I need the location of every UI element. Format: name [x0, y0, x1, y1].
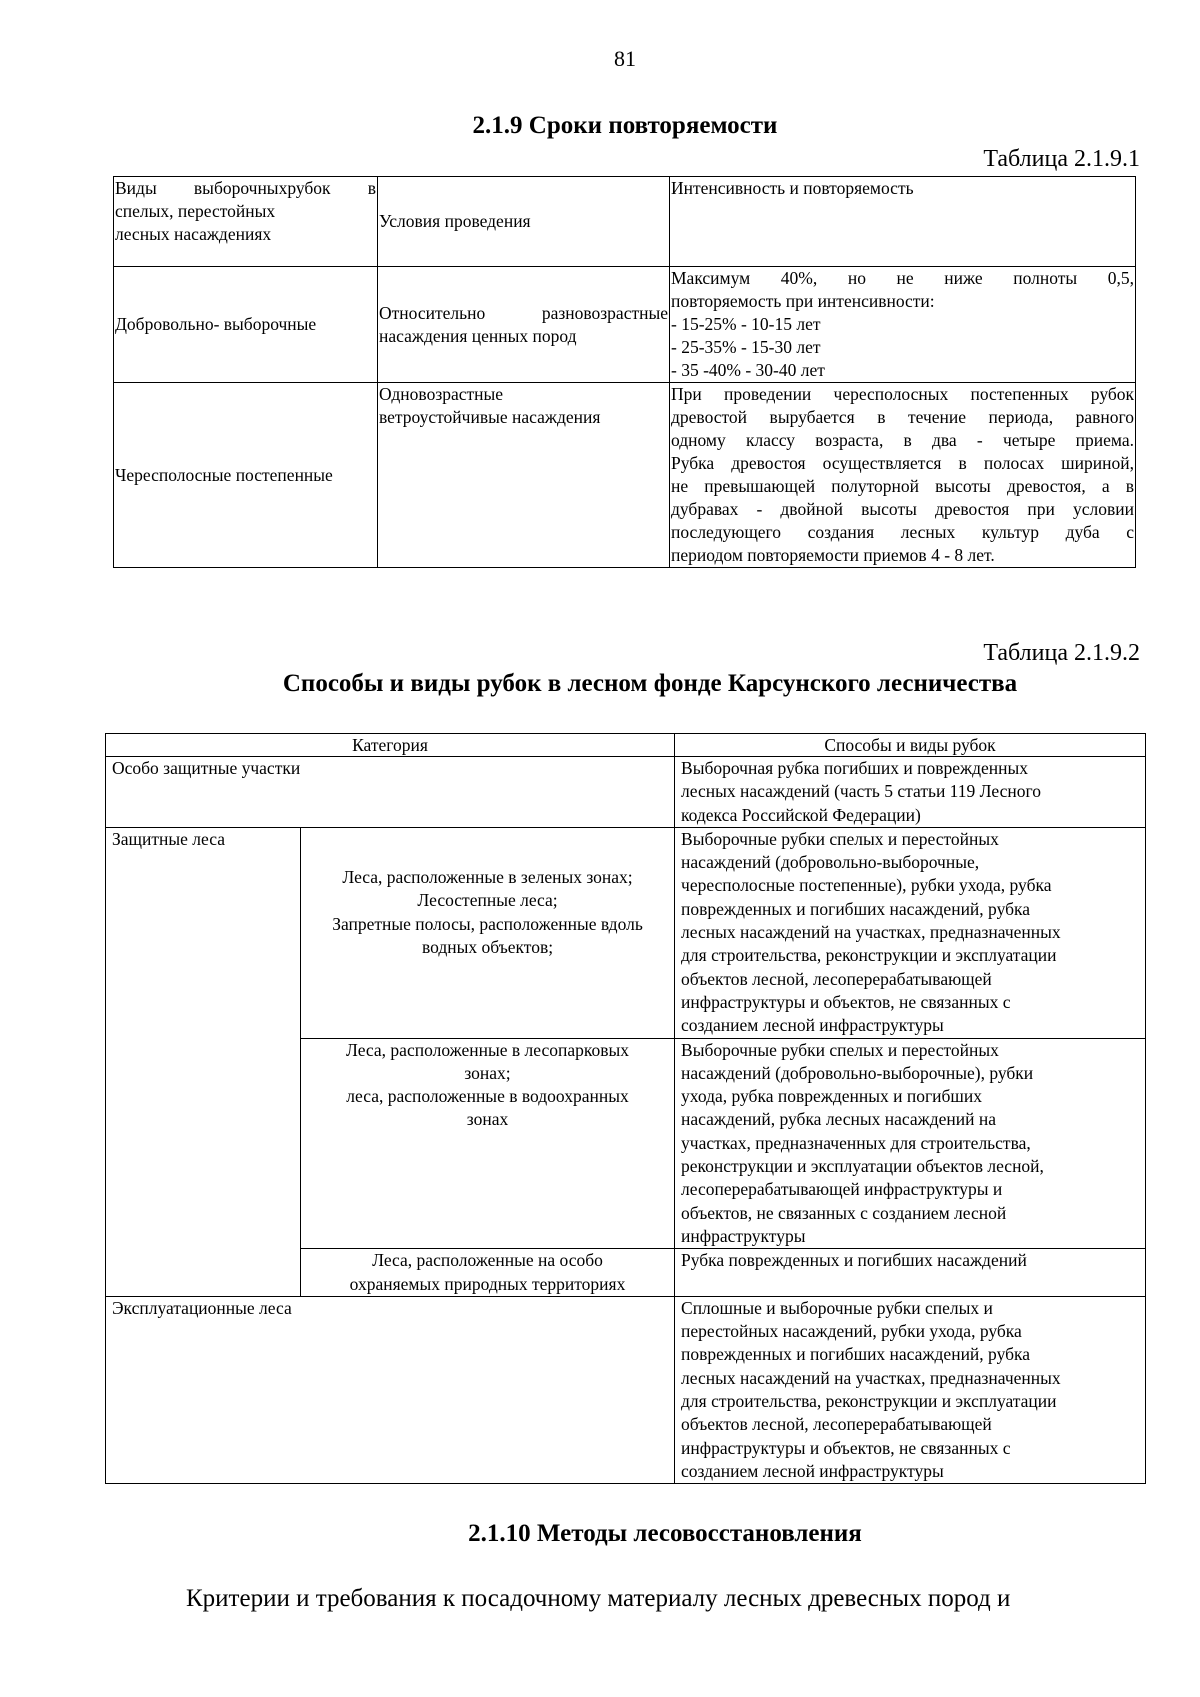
text-line: Добровольно- выборочные: [115, 314, 317, 334]
text-line: Рубка поврежденных и погибших насаждений: [681, 1250, 1027, 1271]
text-line: Одновозрастные: [379, 384, 504, 404]
text-line: Относительно разновозрастные: [379, 302, 668, 323]
text-line: Леса, расположенные на особо: [372, 1250, 603, 1271]
table-header-row: [106, 734, 1146, 757]
text-line: Лесостепные леса;: [417, 890, 558, 911]
text-line: древостой вырубается в течение периода, равного: [671, 407, 1134, 427]
category-cell: Защитные леса: [106, 827, 301, 1296]
intensity-cell: [670, 383, 1136, 568]
text-line: зонах: [466, 1109, 509, 1130]
text-line: лесоперерабатывающей инфраструктуры и: [681, 1179, 1003, 1200]
header-conditions: [378, 177, 670, 267]
text-line: Выборочная рубка погибших и поврежденных: [681, 758, 1028, 778]
text-line: Сплошные и выборочные рубки спелых и: [681, 1297, 993, 1318]
table-header-row: [114, 177, 1136, 267]
text-line: чересполосные постепенные), рубки ухода, рубка: [681, 875, 1052, 896]
text-line: инфраструктуры: [681, 1225, 806, 1246]
text-line: последующего создания лесных культур дуба с: [671, 522, 1134, 542]
text-line: объектов лесной, лесоперерабатывающей: [681, 1414, 992, 1435]
category-cell: Эксплуатационные леса: [106, 1296, 675, 1483]
text-line: созданием лесной инфраструктуры: [681, 1015, 944, 1036]
text-line: Выборочные рубки спелых и перестойных: [681, 828, 999, 849]
header-cut-types: [114, 177, 378, 267]
text-line: леса, расположенные в водоохранных: [346, 1086, 629, 1107]
text-line: лесных насаждений на участках, предназначенных: [681, 922, 1061, 943]
text-line: не превышающей полуторной высоты древостоя, а в: [671, 476, 1134, 496]
table-cut-methods: [105, 733, 1146, 1484]
category-cell: Особо защитные участки: [106, 757, 675, 828]
text-line: насаждений, рубка лесных насаждений на: [681, 1109, 997, 1130]
intensity-cell: [670, 267, 1136, 383]
text-line: кодекса Российской Федерации): [681, 804, 921, 825]
text-line: ветроустойчивые насаждения: [379, 407, 601, 427]
cut-type-cell: [114, 383, 378, 568]
text-line: спелых, перестойных: [115, 201, 276, 221]
text-line: лесных насаждений (часть 5 статьи 119 Лесного: [681, 781, 1041, 802]
text-line: реконструкции и эксплуатации объектов лесной,: [681, 1156, 1044, 1177]
section-title: 2.1.9 Сроки повторяемости: [472, 112, 778, 139]
text-line: поврежденных и погибших насаждений, рубка: [681, 898, 1030, 919]
text-line: объектов лесной, лесоперерабатывающей: [681, 968, 992, 989]
text-line: Рубка древостоя осуществляется в полосах шириной,: [671, 453, 1134, 473]
text-line: Интенсивность и повторяемость: [671, 178, 914, 198]
text-line: насаждений (добровольно-выборочные), рубки: [681, 1062, 1034, 1083]
text-line: инфраструктуры и объектов, не связанных с: [681, 1437, 1011, 1458]
text-line: инфраструктуры и объектов, не связанных с: [681, 991, 1011, 1012]
text-line: созданием лесной инфраструктуры: [681, 1460, 944, 1481]
body-paragraph: Критерии и требования к посадочному материалу лесных древесных пород и: [186, 1585, 1011, 1612]
text-line: дубравах - двойной высоты древостоя при условии: [671, 499, 1134, 519]
text-line: зонах;: [464, 1062, 511, 1083]
header-intensity: [670, 177, 1136, 267]
text-line: периодом повторяемости приемов 4 - 8 лет.: [671, 545, 995, 565]
table-row: [106, 757, 1146, 828]
methods-cell: [675, 1038, 1146, 1249]
text-line: одному классу возраста, в два - четыре приема.: [671, 430, 1134, 450]
text-line: объектов, не связанных с созданием лесной: [681, 1202, 1007, 1223]
text-line: насаждения ценных пород: [379, 325, 577, 346]
methods-cell: [675, 1296, 1146, 1483]
text-line: водных объектов;: [421, 937, 554, 958]
text-line: насаждений (добровольно-выборочные,: [681, 852, 980, 873]
text-line: поврежденных и погибших насаждений, рубка: [681, 1344, 1030, 1365]
cut-type-cell: [114, 267, 378, 383]
subcategory-cell: [301, 1249, 675, 1297]
text-line: - 15-25% - 10-15 лет: [671, 314, 821, 334]
conditions-cell: [378, 383, 670, 568]
table-repeat-periods: [113, 176, 1136, 568]
methods-cell: [675, 827, 1146, 1038]
table-row: [114, 383, 1136, 568]
section2-title: 2.1.10 Методы лесовосстановления: [468, 1520, 862, 1547]
table2-title: Способы и виды рубок в лесном фонде Карсунского лесничества: [282, 670, 1018, 697]
text-line: лесных насаждениях: [115, 224, 272, 244]
text-line: участках, предназначенных для строительства,: [681, 1132, 1031, 1153]
text-line: для строительства, реконструкции и эксплуатации: [681, 945, 1057, 966]
text-line: лесных насаждений на участках, предназначенных: [681, 1367, 1061, 1388]
text-line: перестойных насаждений, рубки ухода, рубка: [681, 1321, 1022, 1342]
text-line: Условия проведения: [379, 211, 531, 231]
text-line: Леса, расположенные в лесопарковых: [345, 1039, 630, 1060]
table-row: [106, 827, 1146, 1038]
table-row: [114, 267, 1136, 383]
text-line: При проведении чересполосных постепенных рубок: [671, 384, 1134, 404]
text-line: - 35 -40% - 30-40 лет: [671, 360, 825, 380]
text-line: для строительства, реконструкции и эксплуатации: [681, 1391, 1057, 1412]
text-line: Запретные полосы, расположенные вдоль: [332, 913, 643, 934]
header-category: Категория: [106, 734, 675, 757]
text-line: Чересполосные постепенные: [115, 464, 333, 485]
conditions-cell: [378, 267, 670, 383]
table2-caption: Таблица 2.1.9.2: [983, 640, 1140, 666]
table-row: [106, 1296, 1146, 1483]
text-line: Максимум 40%, но не ниже полноты 0,5,: [671, 268, 1134, 288]
methods-cell: [675, 1249, 1146, 1297]
methods-cell: [675, 757, 1146, 828]
text-line: Виды выборочныхрубок в: [115, 178, 376, 198]
table1-caption: Таблица 2.1.9.1: [983, 146, 1140, 172]
subcategory-cell: [301, 1038, 675, 1249]
text-line: ухода, рубка поврежденных и погибших: [681, 1086, 983, 1107]
text-line: Выборочные рубки спелых и перестойных: [681, 1039, 999, 1060]
text-line: повторяемость при интенсивности:: [671, 291, 935, 311]
header-methods: Способы и виды рубок: [675, 734, 1146, 757]
subcategory-cell: [301, 827, 675, 1038]
text-line: - 25-35% - 15-30 лет: [671, 337, 821, 357]
text-line: охраняемых природных территориях: [349, 1273, 626, 1294]
text-line: Леса, расположенные в зеленых зонах;: [342, 867, 633, 888]
page-number: 81: [614, 46, 636, 71]
